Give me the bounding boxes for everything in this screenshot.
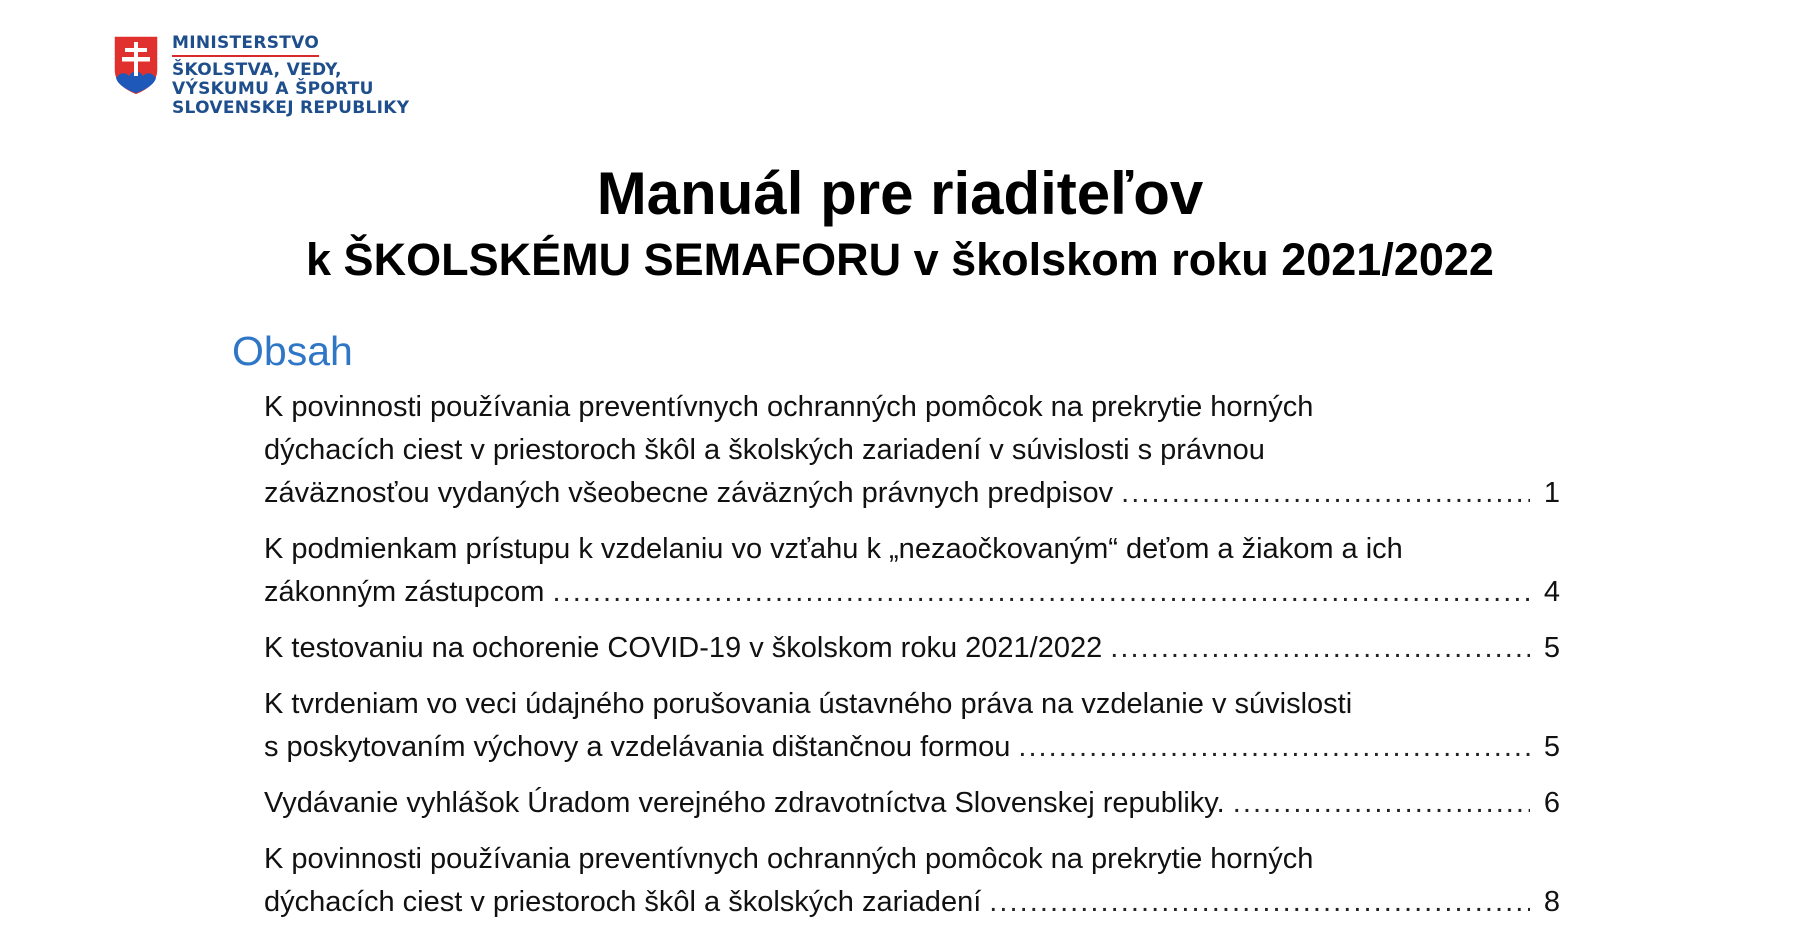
ministry-name-line: SLOVENSKEJ REPUBLIKY [172, 98, 410, 118]
toc-entry-line: K tvrdeniam vo veci údajného porušovania ústavného práva na vzdelanie v súvislosti [264, 688, 1353, 720]
toc-entry-line: záväznosťou vydaných všeobecne záväzných právnych predpisov [264, 477, 1114, 509]
toc-entry-line: K povinnosti používania preventívnych ochranných pomôcok na prekrytie horných [264, 391, 1314, 423]
toc-page-number: 5 [1543, 632, 1560, 664]
toc-entry[interactable] [264, 683, 1560, 769]
dot-leader [1018, 726, 1530, 769]
dot-leader [989, 881, 1530, 924]
ministry-logo [112, 34, 409, 118]
toc-entry-last-line [264, 782, 1560, 825]
ministry-name [172, 34, 409, 118]
document-title: Manuál pre riaditeľov [596, 160, 1204, 227]
ministry-name-line: VÝSKUMU A ŠPORTU [172, 79, 374, 99]
toc-heading: Obsah [232, 328, 353, 374]
ministry-name-top: MINISTERSTVO [172, 34, 319, 57]
toc-entry-last-line [264, 726, 1560, 769]
toc-page-number: 1 [1543, 477, 1560, 509]
toc-entry-line: zákonným zástupcom [264, 576, 545, 608]
dot-leader [552, 571, 1530, 614]
dot-leader [1110, 627, 1530, 670]
toc-page-number: 6 [1543, 787, 1560, 819]
toc-entry-last-line [264, 472, 1560, 515]
toc-entry-text [264, 386, 1560, 515]
toc-page-number: 5 [1543, 731, 1560, 763]
toc-entry[interactable] [264, 627, 1560, 670]
ministry-name-line: ŠKOLSTVA, VEDY, [172, 60, 342, 80]
table-of-contents [264, 386, 1560, 937]
toc-entry[interactable] [264, 528, 1560, 614]
toc-entry-last-line [264, 881, 1560, 924]
toc-entry-text [264, 627, 1560, 670]
toc-entry-line: s poskytovaním výchovy a vzdelávania dištančnou formou [264, 731, 1011, 763]
toc-entry-text [264, 838, 1560, 924]
toc-entry-last-line [264, 627, 1560, 670]
toc-entry-line: dýchacích ciest v priestoroch škôl a školských zariadení [264, 886, 982, 918]
document-header [0, 160, 1800, 288]
dot-leader [1233, 782, 1530, 825]
toc-entry-last-line [264, 571, 1560, 614]
toc-entry[interactable] [264, 782, 1560, 825]
toc-entry-line: K podmienkam prístupu k vzdelaniu vo vzťahu k „nezaočkovaným“ deťom a žiakom a ich [264, 533, 1403, 565]
slovak-coat-of-arms-icon [112, 34, 160, 96]
toc-entry-line: Vydávanie vyhlášok Úradom verejného zdravotníctva Slovenskej republiky. [264, 787, 1225, 819]
toc-entry-text [264, 683, 1560, 769]
toc-entry[interactable] [264, 386, 1560, 515]
toc-entry-line: K povinnosti používania preventívnych ochranných pomôcok na prekrytie horných [264, 843, 1314, 875]
toc-entry[interactable] [264, 838, 1560, 924]
toc-page-number: 4 [1543, 576, 1560, 608]
document-subtitle: k ŠKOLSKÉMU SEMAFORU v školskom roku 2021/2022 [306, 234, 1494, 285]
dot-leader [1121, 472, 1530, 515]
toc-entry-line: K testovaniu na ochorenie COVID-19 v školskom roku 2021/2022 [264, 632, 1103, 664]
toc-entry-line: dýchacích ciest v priestoroch škôl a školských zariadení v súvislosti s právnou [264, 434, 1265, 466]
toc-page-number: 8 [1543, 886, 1560, 918]
toc-entry-text [264, 782, 1560, 825]
toc-entry-text [264, 528, 1560, 614]
